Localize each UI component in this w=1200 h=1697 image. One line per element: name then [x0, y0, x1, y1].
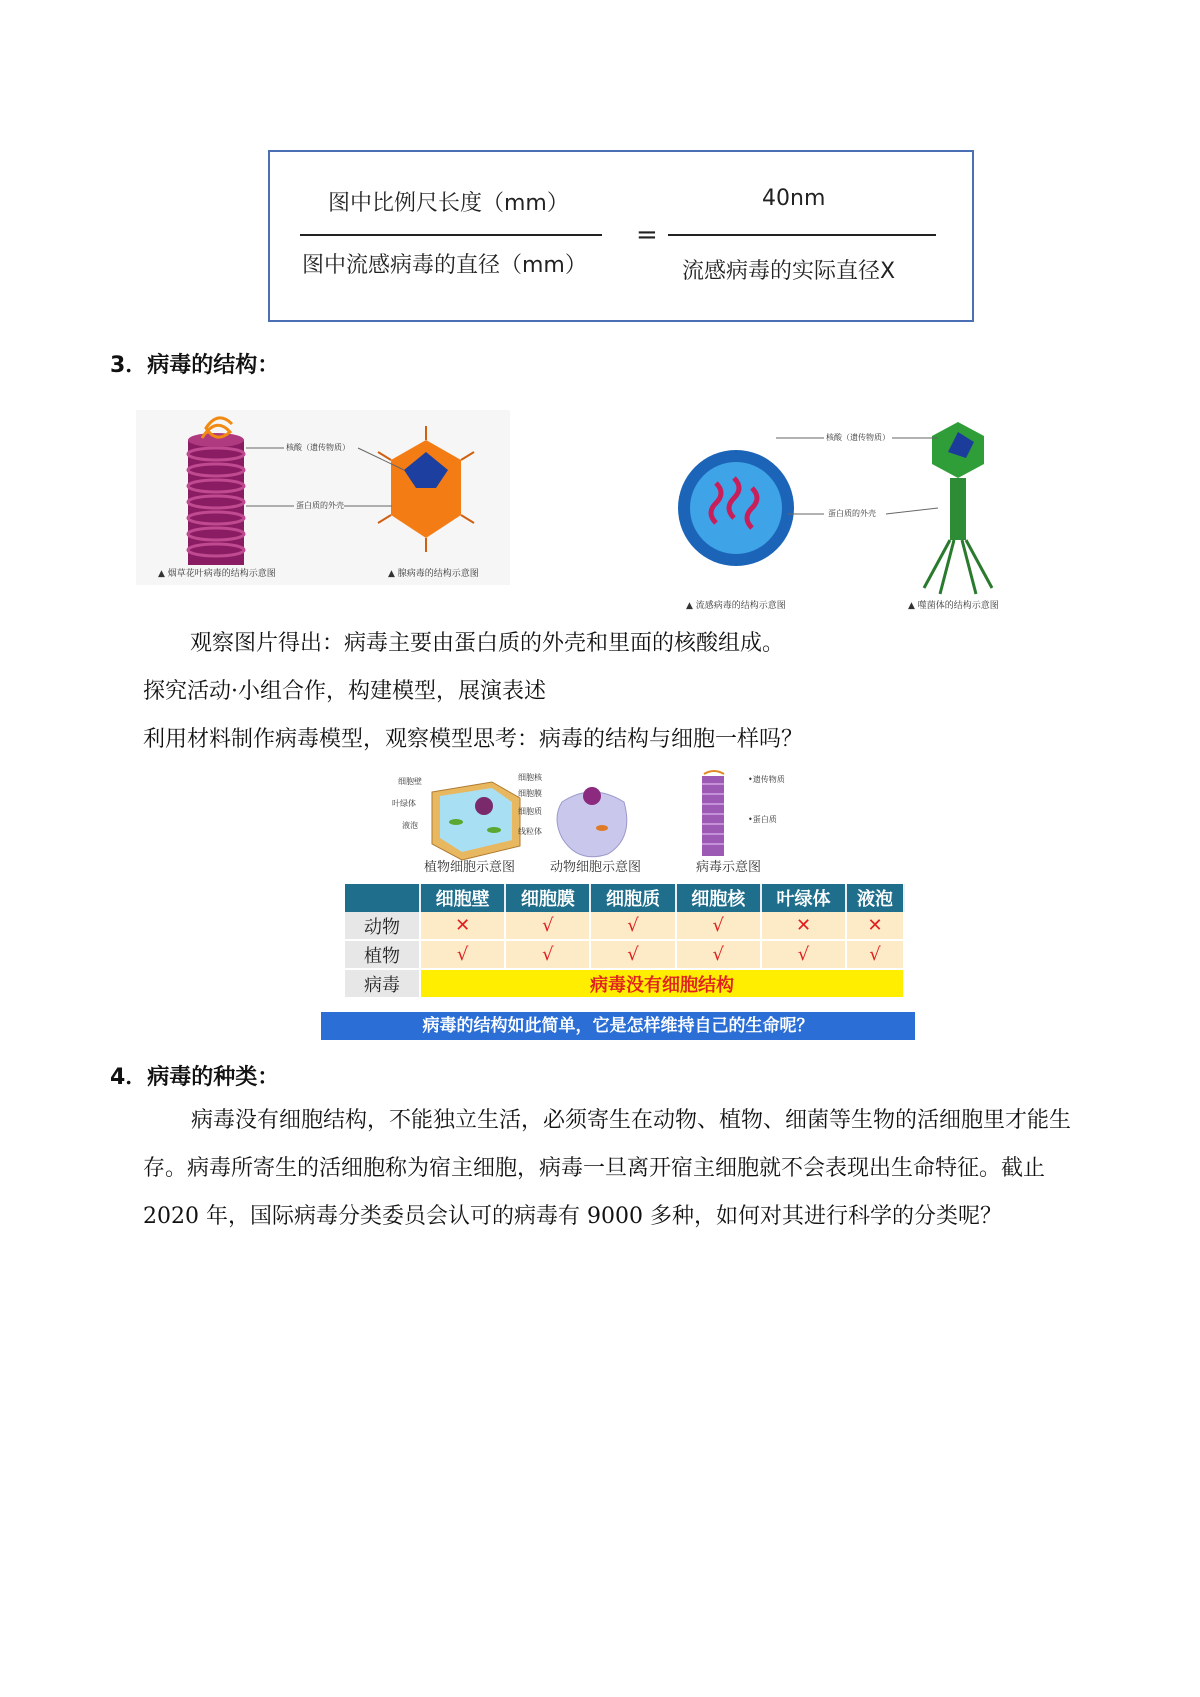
label-protein-shell-right: 蛋白质的外壳: [828, 509, 876, 518]
plant-cell-image: [432, 782, 520, 860]
label-chloroplast: 叶绿体: [392, 799, 416, 808]
table-cell: √: [590, 940, 675, 969]
question-banner: 病毒的结构如此简单，它是怎样维持自己的生命呢？: [321, 1012, 915, 1040]
fraction-line-right: [668, 234, 936, 236]
formula-box: [268, 150, 974, 322]
table-cell: √: [505, 940, 590, 969]
table-cell: √: [590, 912, 675, 940]
label-genetic-material: •遗传物质: [748, 775, 785, 784]
table-header-chloroplast: 叶绿体: [761, 884, 846, 912]
table-header-blank: [345, 884, 420, 912]
table-cell: ✕: [761, 912, 846, 940]
table-header-cell-wall: 细胞壁: [420, 884, 505, 912]
table-header-vacuole: 液泡: [846, 884, 904, 912]
table-row-virus: [345, 969, 904, 997]
label-vacuole: 液泡: [402, 821, 418, 830]
label-nucleic-acid-right: 核酸（遗传物质）: [826, 433, 890, 442]
caption-animal-cell: 动物细胞示意图: [550, 860, 642, 875]
question-text: 利用材料制作病毒模型，观察模型思考：病毒的结构与细胞一样吗？: [143, 727, 804, 752]
table-header-nucleus: 细胞核: [676, 884, 761, 912]
cell-comparison-figure: [392, 768, 812, 876]
label-cytoplasm: 细胞质: [518, 807, 542, 816]
virus-structure-figure-right: [676, 418, 1016, 614]
section-3-heading: 3．病毒的结构：: [110, 353, 280, 378]
label-nucleus: 细胞核: [518, 773, 542, 782]
section-4-heading: 4．病毒的种类：: [110, 1065, 280, 1090]
table-row: [345, 912, 904, 940]
formula-numerator-right: 40nm: [762, 186, 826, 211]
virus-no-cell-note: 病毒没有细胞结构: [420, 969, 904, 997]
equals-sign: =: [636, 220, 658, 250]
table-cell: √: [420, 940, 505, 969]
table-cell: √: [676, 912, 761, 940]
activity-text: 探究活动·小组合作，构建模型，展演表述: [143, 679, 546, 704]
label-mitochondria: 线粒体: [518, 827, 542, 836]
tobacco-adeno-illustration: [136, 410, 510, 585]
adenovirus-image: [378, 426, 474, 552]
caption-adenovirus: ▲ 腺病毒的结构示意图: [388, 569, 479, 579]
table-header-row: [345, 884, 904, 912]
caption-virus: 病毒示意图: [696, 860, 762, 875]
virus-structure-figure-left: [136, 410, 510, 585]
table-cell: √: [505, 912, 590, 940]
label-protein-shell: 蛋白质的外壳: [296, 501, 344, 510]
label-cell-wall: 细胞壁: [398, 777, 422, 786]
table-cell: √: [846, 940, 904, 969]
caption-tobacco-mosaic-virus: ▲ 烟草花叶病毒的结构示意图: [158, 569, 276, 579]
table-cell: √: [761, 940, 846, 969]
fraction-line-left: [300, 234, 602, 236]
tobacco-mosaic-virus-image: [188, 418, 244, 565]
formula-denominator-left: 图中流感病毒的直径（mm）: [302, 253, 587, 278]
cell-structure-table: [345, 884, 905, 997]
table-cell: √: [676, 940, 761, 969]
label-protein: •蛋白质: [748, 815, 777, 824]
virus-types-paragraph: 病毒没有细胞结构，不能独立生活，必须寄生在动物、植物、细菌等生物的活细胞里才能生存。病毒所寄生的活细胞称为宿主细胞，病毒一旦离开宿主细胞就不会表现出生命特征。截止 2020 年，国际病毒分类委员会认可的病毒有 9000 多种，如何对其进行科学的分类呢？: [143, 1108, 1072, 1229]
label-cell-membrane: 细胞膜: [518, 789, 542, 798]
caption-influenza-virus: ▲ 流感病毒的结构示意图: [686, 601, 786, 611]
formula-numerator-left: 图中比例尺长度（mm）: [328, 191, 569, 216]
table-header-cell-membrane: 细胞膜: [505, 884, 590, 912]
virus-model-image: [702, 771, 724, 856]
caption-bacteriophage: ▲ 噬菌体的结构示意图: [908, 601, 999, 611]
row-label-animal: 动物: [345, 912, 420, 940]
caption-plant-cell: 植物细胞示意图: [424, 860, 516, 875]
label-nucleic-acid: 核酸（遗传物质）: [286, 443, 350, 452]
table-header-cytoplasm: 细胞质: [590, 884, 675, 912]
observation-text: 观察图片得出：病毒主要由蛋白质的外壳和里面的核酸组成。: [190, 631, 785, 656]
row-label-plant: 植物: [345, 940, 420, 969]
table-cell: ✕: [420, 912, 505, 940]
influenza-virus-image: [678, 450, 794, 566]
row-label-virus: 病毒: [345, 969, 420, 997]
table-cell: ✕: [846, 912, 904, 940]
table-row: [345, 940, 904, 969]
animal-cell-image: [557, 787, 627, 857]
formula-denominator-right: 流感病毒的实际直径X: [682, 259, 896, 284]
